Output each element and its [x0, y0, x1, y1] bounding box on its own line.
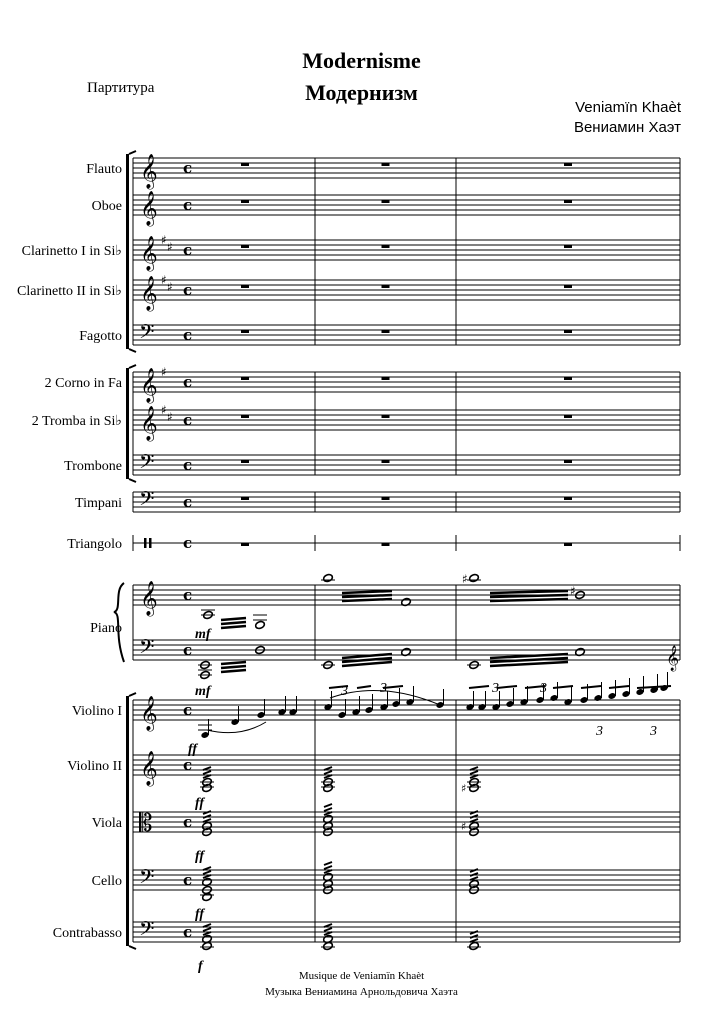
whole-rest [241, 415, 249, 418]
whole-rest [382, 543, 390, 546]
whole-rest [241, 377, 249, 380]
whole-rest [382, 497, 390, 500]
tremolo-stroke [324, 804, 332, 807]
instrument-name: Viola [91, 816, 122, 831]
tremolo-beam [490, 599, 568, 601]
whole-rest [564, 415, 572, 418]
whole-rest [241, 460, 249, 463]
time-signature: c [183, 326, 193, 344]
footer-music-by-fr: Musique de Veniamïn Khaèt [298, 970, 425, 982]
note-beam [469, 686, 489, 688]
tremolo-stroke [470, 811, 478, 814]
note-beam [609, 686, 629, 688]
tremolo-beam [342, 591, 392, 593]
tuplet-number: 3 [596, 724, 603, 739]
whole-rest [241, 330, 249, 333]
instrument-name: Cello [91, 874, 122, 889]
string-whole-note [469, 941, 480, 950]
time-signature: c [183, 281, 193, 299]
treble-clef-icon: 𝄞 [140, 406, 158, 441]
tuplet-number: 3 [540, 681, 547, 696]
composer-cyrillic: Вениамин Хаэт [573, 119, 681, 136]
score-label: Партитура [87, 80, 155, 96]
time-signature: c [183, 701, 193, 719]
title-french: Modernisme [302, 48, 421, 73]
treble-clef-icon: 𝄞 [140, 276, 158, 311]
dynamic-marking: mf [195, 684, 211, 699]
string-whole-note [202, 941, 213, 950]
sharp-icon: ♯ [167, 410, 173, 424]
sharp-icon: ♯ [161, 233, 167, 247]
note-beam [553, 686, 573, 688]
instrument-name: Clarinetto II in Si♭ [17, 284, 122, 299]
piano-whole-note [323, 573, 334, 582]
tremolo-beam [342, 599, 392, 601]
sharp-icon: ♯ [570, 584, 576, 598]
instrument-name: Violino II [67, 759, 122, 774]
whole-rest [564, 245, 572, 248]
tuplet-number: 3 [492, 681, 499, 696]
sharp-icon: ♯ [161, 365, 167, 379]
tuplet-number: 3 [380, 681, 387, 696]
sharp-icon: ♯ [462, 572, 468, 586]
instrument-name: Violino I [71, 704, 122, 719]
piano-whole-note [255, 620, 266, 629]
tremolo-beam [221, 662, 246, 664]
whole-rest [564, 543, 572, 546]
time-signature: c [183, 159, 193, 177]
title-russian: Модернизм [305, 80, 418, 105]
treble-clef-icon: 𝄞 [140, 581, 158, 616]
sharp-icon: ♯ [461, 782, 467, 795]
whole-rest [564, 460, 572, 463]
whole-rest [382, 163, 390, 166]
instrument-name: 2 Corno in Fa [44, 376, 122, 391]
sharp-icon: ♯ [461, 820, 467, 833]
time-signature: c [183, 871, 193, 889]
whole-rest [241, 245, 249, 248]
tremolo-beam [490, 591, 568, 593]
dynamic-marking: ff [195, 907, 205, 922]
note-beam [497, 686, 517, 688]
bass-clef-icon: 𝄢 [139, 450, 155, 478]
time-signature: c [183, 534, 193, 552]
whole-rest [564, 200, 572, 203]
bracket-hook [129, 365, 136, 368]
string-whole-note [202, 892, 213, 901]
whole-rest [382, 245, 390, 248]
tremolo-stroke [470, 931, 478, 934]
whole-rest [241, 163, 249, 166]
dynamic-marking: ff [188, 742, 198, 757]
bracket-hook [129, 946, 136, 949]
time-signature: c [183, 493, 193, 511]
tremolo-stroke [203, 928, 211, 931]
tuplet-number: 3 [650, 724, 657, 739]
time-signature: c [183, 241, 193, 259]
treble-clef-icon: 𝄞 [140, 154, 158, 189]
treble-clef-icon: 𝄞 [140, 368, 158, 403]
time-signature: c [183, 756, 193, 774]
whole-rest [564, 163, 572, 166]
alto-clef-icon: 𝄡 [139, 809, 153, 837]
tremolo-beam [221, 670, 246, 672]
bracket-hook [129, 479, 136, 482]
tremolo-stroke [203, 771, 211, 774]
system-bracket [126, 696, 129, 946]
sharp-icon: ♯ [161, 403, 167, 417]
treble-clef-change-icon: 𝄞 [666, 646, 680, 671]
dynamic-marking: f [198, 959, 203, 974]
instrument-name: 2 Tromba in Si♭ [31, 414, 122, 429]
whole-rest [564, 497, 572, 500]
instrument-name: Piano [90, 621, 122, 636]
treble-clef-icon: 𝄞 [140, 696, 158, 731]
whole-rest [382, 415, 390, 418]
tremolo-stroke [324, 862, 332, 865]
instrument-name: Flauto [86, 162, 122, 177]
sharp-icon: ♯ [161, 273, 167, 287]
percussion-clef-icon [144, 538, 147, 548]
whole-rest [382, 330, 390, 333]
treble-clef-icon: 𝄞 [140, 751, 158, 786]
whole-rest [241, 285, 249, 288]
dynamic-marking: ff [195, 796, 205, 811]
tremolo-beam [221, 666, 246, 668]
time-signature: c [183, 373, 193, 391]
bracket-hook [129, 693, 136, 696]
sharp-icon: ♯ [167, 240, 173, 254]
bracket-hook [129, 349, 136, 352]
whole-rest [564, 285, 572, 288]
time-signature: c [183, 923, 193, 941]
treble-clef-icon: 𝄞 [140, 236, 158, 271]
instrument-name: Timpani [75, 496, 122, 511]
note-beam [581, 686, 601, 688]
tremolo-stroke [470, 815, 478, 818]
footer-music-by-ru: Музыка Вениамина Арнольдовича Хаэта [265, 986, 458, 998]
tremolo-beam [221, 622, 246, 624]
piano-whole-note [469, 573, 480, 582]
whole-rest [241, 497, 249, 500]
bracket-hook [129, 151, 136, 154]
tremolo-stroke [324, 928, 332, 931]
dynamic-marking: ff [195, 849, 205, 864]
time-signature: c [183, 196, 193, 214]
composer-latin: Veniamïn Khaèt [575, 99, 681, 116]
instrument-name: Triangolo [67, 537, 122, 552]
tremolo-stroke [324, 808, 332, 811]
whole-rest [382, 460, 390, 463]
sharp-icon: ♯ [167, 280, 173, 294]
tremolo-beam [221, 618, 246, 620]
whole-rest [382, 377, 390, 380]
tremolo-beam [221, 626, 246, 628]
tremolo-stroke [203, 811, 211, 814]
whole-rest [241, 543, 249, 546]
system-bracket [126, 154, 129, 349]
tremolo-stroke [203, 871, 211, 874]
whole-rest [241, 200, 249, 203]
tremolo-stroke [203, 815, 211, 818]
string-whole-note [323, 941, 334, 950]
tremolo-stroke [324, 866, 332, 869]
whole-rest [382, 200, 390, 203]
time-signature: c [183, 813, 193, 831]
treble-clef-icon: 𝄞 [140, 191, 158, 226]
time-signature: c [183, 411, 193, 429]
instrument-name: Trombone [64, 459, 122, 474]
instrument-name: Oboe [91, 199, 122, 214]
tremolo-stroke [324, 771, 332, 774]
tuplet-number: 3 [341, 684, 348, 699]
tremolo-stroke [470, 873, 478, 876]
instrument-name: Fagotto [79, 329, 122, 344]
whole-rest [382, 285, 390, 288]
bass-clef-icon: 𝄢 [139, 320, 155, 348]
whole-rest [564, 377, 572, 380]
instrument-name: Clarinetto I in Si♭ [21, 244, 122, 259]
dynamic-marking: mf [195, 627, 211, 642]
time-signature: c [183, 456, 193, 474]
tremolo-stroke [470, 869, 478, 872]
bass-clef-icon: 𝄢 [139, 865, 155, 893]
time-signature: c [183, 586, 193, 604]
percussion-clef-icon [149, 538, 152, 548]
system-bracket [126, 368, 129, 479]
bass-clef-icon: 𝄢 [139, 635, 155, 663]
instrument-name: Contrabasso [52, 926, 122, 941]
note-beam [357, 686, 371, 688]
bass-clef-icon: 𝄢 [139, 917, 155, 945]
bass-clef-icon: 𝄢 [139, 487, 155, 515]
tremolo-stroke [470, 771, 478, 774]
whole-rest [564, 330, 572, 333]
tremolo-stroke [470, 935, 478, 938]
time-signature: c [183, 641, 193, 659]
